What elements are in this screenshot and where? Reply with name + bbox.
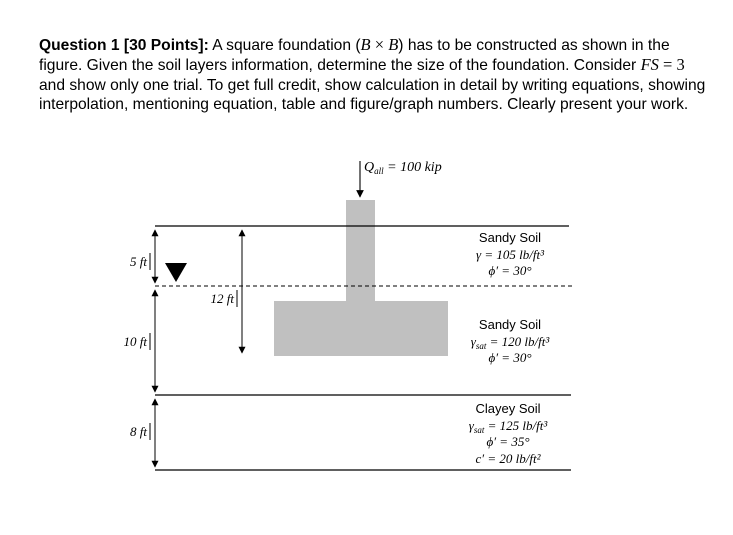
question-text-part-3: and show only one trial. To get full credit, show calculation in detail by writing equations, showing interpolation, mentioning equation, table and figure/graph numbers. Clearly present your work. (39, 76, 706, 113)
gamma-symbol: γ (476, 247, 482, 262)
dim-label-8ft: 8 ft (130, 424, 147, 439)
layer-2-gamma-subscript: sat (475, 341, 487, 351)
factor-of-safety-value: = 3 (658, 55, 685, 75)
question-text-part-2: ) has to be constructed as shown in the figure. Given the soil layers information, determine the size of the foundation. Consider (39, 37, 670, 75)
dim-label-5ft: 5 ft (130, 254, 147, 269)
water-table-icon (165, 263, 187, 282)
load-subscript: all (374, 166, 384, 176)
layer-3-friction-angle: ϕ′ = 35° (486, 434, 530, 449)
layer-2-name: Sandy Soil (478, 317, 542, 332)
layer-3-name: Clayey Soil (475, 401, 541, 416)
var-b: B (388, 35, 399, 54)
gamma-symbol: γ (468, 418, 474, 433)
layer-2-gamma-value: = 120 lb/ft³ (486, 334, 550, 349)
layer-1-unit-weight (476, 247, 545, 262)
layer-1-gamma-value: = 105 lb/ft³ (481, 247, 544, 262)
load-label (364, 160, 442, 176)
var-b: B (360, 35, 371, 54)
layer-3-unit-weight (469, 418, 549, 435)
times-symbol: × (370, 35, 389, 54)
layer-3-gamma-value: = 125 lb/ft³ (484, 418, 548, 433)
load-value: = 100 kip (383, 160, 442, 175)
layer-1-friction-angle: ϕ′ = 30° (488, 263, 532, 278)
question-heading: Question 1 [30 Points]: (39, 37, 209, 54)
layer-3-cohesion: c′ = 20 lb/ft² (475, 451, 541, 466)
load-q: Q (364, 160, 375, 175)
foundation-footing (274, 301, 448, 356)
layer-2-friction-angle: ϕ′ = 30° (488, 350, 532, 365)
gamma-symbol: γ (470, 334, 476, 349)
dim-label-12ft: 12 ft (210, 291, 234, 306)
layer-1-name: Sandy Soil (478, 230, 542, 245)
question-text-part-1: A square foundation ( (208, 37, 361, 54)
layer-3-gamma-subscript: sat (473, 425, 485, 435)
dim-label-10ft: 10 ft (123, 334, 147, 349)
layer-2-unit-weight (471, 334, 551, 351)
factor-of-safety-var: FS (640, 55, 659, 75)
